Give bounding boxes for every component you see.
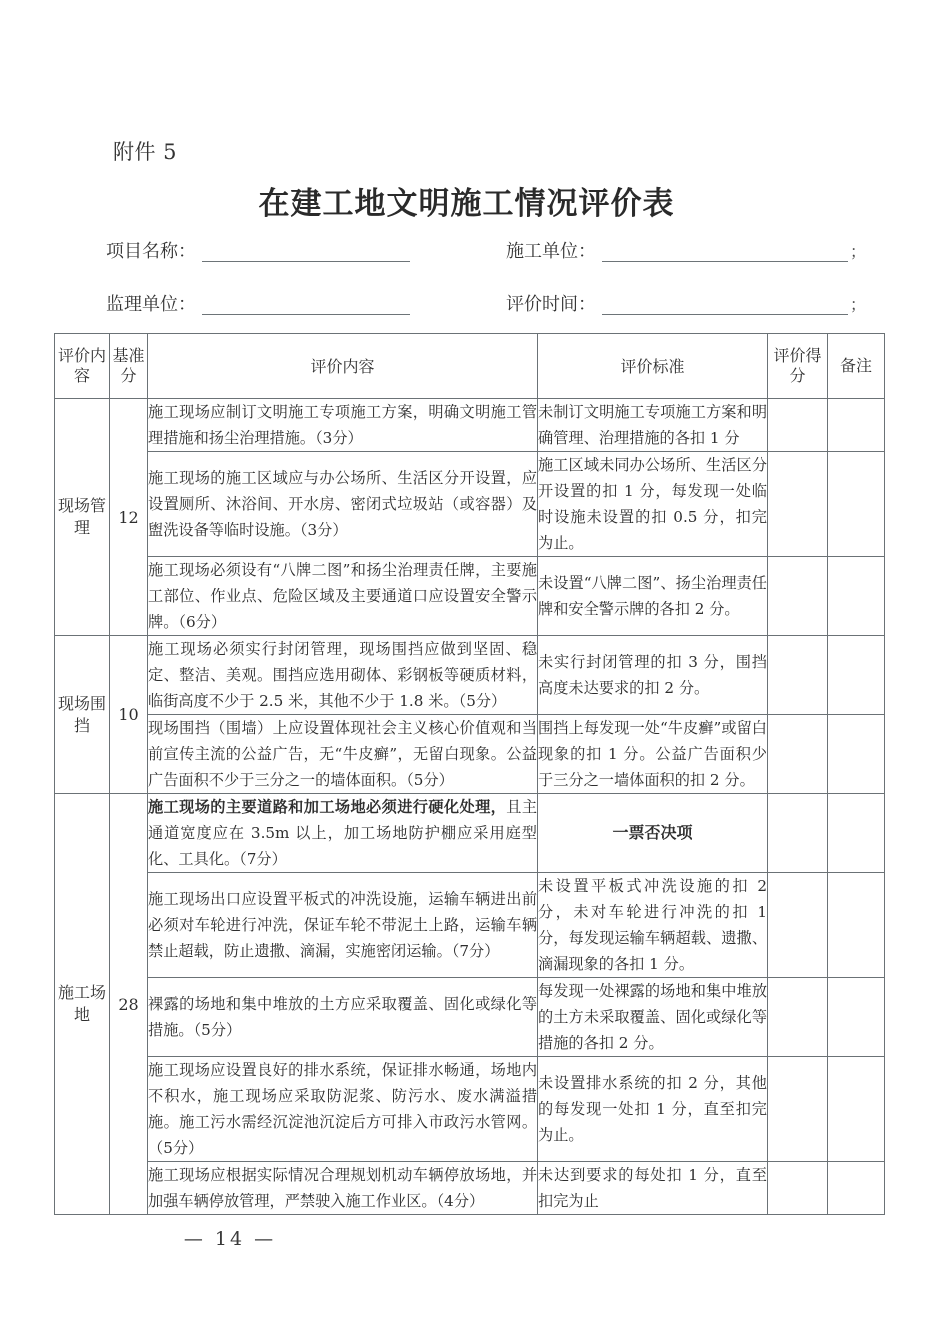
- note-cell[interactable]: [828, 636, 885, 715]
- category-cell: 现场管理: [55, 399, 110, 636]
- project-name-field[interactable]: [106, 242, 506, 262]
- standard-cell: 未达到要求的每处扣 1 分，直至扣完为止: [538, 1162, 768, 1215]
- score-cell[interactable]: [768, 978, 828, 1057]
- supervision-unit-label: 监理单位：: [106, 294, 196, 315]
- supervision-unit-input[interactable]: [202, 297, 410, 315]
- standard-cell: 围挡上每发现一处“牛皮癣”或留白现象的扣 1 分。公益广告面积少于三分之一墙体面积的扣 2 分。: [538, 715, 768, 794]
- content-cell: 施工现场应设置良好的排水系统，保证排水畅通，场地内不积水，施工现场应采取防泥浆、防污水、废水满溢措施。施工污水需经沉淀池沉淀后方可排入市政污水管网。（5分）: [148, 1057, 538, 1162]
- score-cell[interactable]: [768, 636, 828, 715]
- score-cell[interactable]: [768, 715, 828, 794]
- note-cell[interactable]: [828, 1162, 885, 1215]
- note-cell[interactable]: [828, 715, 885, 794]
- score-cell[interactable]: [768, 1162, 828, 1215]
- evaluation-table: [54, 333, 885, 1215]
- content-cell: 施工现场的施工区域应与办公场所、生活区分开设置，应设置厕所、沐浴间、开水房、密闭式垃圾站（或容器）及盥洗设备等临时设施。（3分）: [148, 452, 538, 557]
- content-cell: 施工现场应根据实际情况合理规划机动车辆停放场地，并加强车辆停放管理，严禁驶入施工作业区。（4分）: [148, 1162, 538, 1215]
- standard-cell: 未设置“八牌二图”、扬尘治理责任牌和安全警示牌的各扣 2 分。: [538, 557, 768, 636]
- page-title: 在建工地文明施工情况评价表: [258, 186, 675, 222]
- note-cell[interactable]: [828, 794, 885, 873]
- evaluation-time-field[interactable]: [506, 292, 866, 315]
- table-row: [55, 557, 885, 636]
- construction-unit-trailing: ；: [849, 242, 866, 261]
- header-standard: 评价标准: [538, 334, 768, 399]
- header-content: 评价内容: [148, 334, 538, 399]
- table-row: [55, 873, 885, 978]
- note-cell[interactable]: [828, 557, 885, 636]
- construction-unit-label: 施工单位：: [506, 241, 596, 262]
- page-number: — 14 —: [183, 1228, 277, 1250]
- header-base-score: 基准分: [110, 334, 148, 399]
- content-bold-lead: 施工现场的主要道路和加工场地必须进行硬化处理，: [148, 798, 507, 816]
- table-row: [55, 1162, 885, 1215]
- form-row: [106, 236, 866, 262]
- table-row: [55, 978, 885, 1057]
- table-row: [55, 452, 885, 557]
- header-note: 备注: [828, 334, 885, 399]
- standard-cell: 未设置排水系统的扣 2 分，其他的每发现一处扣 1 分，直至扣完为止。: [538, 1057, 768, 1162]
- standard-cell: 未设置平板式冲洗设施的扣 2 分，未对车轮进行冲洗的扣 1 分，每发现运输车辆超载、遗撒、滴漏现象的各扣 1 分。: [538, 873, 768, 978]
- note-cell[interactable]: [828, 978, 885, 1057]
- project-name-label: 项目名称：: [106, 241, 196, 262]
- content-cell: 裸露的场地和集中堆放的土方应采取覆盖、固化或绿化等措施。（5分）: [148, 978, 538, 1057]
- base-score-cell: 28: [110, 794, 148, 1215]
- score-cell[interactable]: [768, 794, 828, 873]
- note-cell[interactable]: [828, 873, 885, 978]
- content-cell: 施工现场的主要道路和加工场地必须进行硬化处理，且主通道宽度应在 3.5m 以上，加工场地防护棚应采用庭型化、工具化。（7分）: [148, 794, 538, 873]
- base-score-cell: 10: [110, 636, 148, 794]
- supervision-unit-field[interactable]: [106, 295, 506, 315]
- table-row: [55, 636, 885, 715]
- content-cell: 施工现场必须设有“八牌二图”和扬尘治理责任牌，主要施工部位、作业点、危险区域及主要通道口应设置安全警示牌。（6分）: [148, 557, 538, 636]
- attachment-label: 附件 5: [113, 140, 178, 164]
- evaluation-time-label: 评价时间：: [506, 294, 596, 315]
- base-score-cell: 12: [110, 399, 148, 636]
- construction-unit-input[interactable]: [602, 244, 848, 262]
- category-cell: 现场围挡: [55, 636, 110, 794]
- content-cell: 施工现场出口应设置平板式的冲洗设施，运输车辆进出前必须对车轮进行冲洗，保证车轮不带泥土上路，运输车辆禁止超载，防止遗撒、滴漏，实施密闭运输。（7分）: [148, 873, 538, 978]
- content-cell: 施工现场应制订文明施工专项施工方案，明确文明施工管理措施和扬尘治理措施。（3分）: [148, 399, 538, 452]
- score-cell[interactable]: [768, 399, 828, 452]
- category-cell: 施工场地: [55, 794, 110, 1215]
- header-score: 评价得分: [768, 334, 828, 399]
- table-header-row: [55, 334, 885, 399]
- project-name-input[interactable]: [202, 244, 410, 262]
- standard-cell: 每发现一处裸露的场地和集中堆放的土方未采取覆盖、固化或绿化等措施的各扣 2 分。: [538, 978, 768, 1057]
- note-cell[interactable]: [828, 452, 885, 557]
- table-row: [55, 399, 885, 452]
- score-cell[interactable]: [768, 873, 828, 978]
- table-row: [55, 715, 885, 794]
- score-cell[interactable]: [768, 452, 828, 557]
- evaluation-time-trailing: ；: [849, 295, 866, 314]
- content-cell: 现场围挡（围墙）上应设置体现社会主义核心价值观和当前宣传主流的公益广告，无“牛皮癣”，无留白现象。公益广告面积不少于三分之一的墙体面积。（5分）: [148, 715, 538, 794]
- standard-cell: 未制订文明施工专项施工方案和明确管理、治理措施的各扣 1 分: [538, 399, 768, 452]
- content-cell: 施工现场必须实行封闭管理，现场围挡应做到坚固、稳定、整洁、美观。围挡应选用砌体、彩钢板等硬质材料，临街高度不少于 2.5 米，其他不少于 1.8 米。（5分）: [148, 636, 538, 715]
- table-row: [55, 794, 885, 873]
- header-category: 评价内容: [55, 334, 110, 399]
- note-cell[interactable]: [828, 1057, 885, 1162]
- score-cell[interactable]: [768, 557, 828, 636]
- standard-cell: 一票否决项: [538, 794, 768, 873]
- score-cell[interactable]: [768, 1057, 828, 1162]
- note-cell[interactable]: [828, 399, 885, 452]
- evaluation-time-input[interactable]: [602, 297, 848, 315]
- form-row: [106, 289, 866, 315]
- standard-cell: 施工区域未同办公场所、生活区分开设置的扣 1 分，每发现一处临时设施未设置的扣 0.5 分，扣完为止。: [538, 452, 768, 557]
- construction-unit-field[interactable]: [506, 239, 866, 262]
- form-fields: [106, 236, 866, 342]
- table-row: [55, 1057, 885, 1162]
- standard-cell: 未实行封闭管理的扣 3 分，围挡高度未达要求的扣 2 分。: [538, 636, 768, 715]
